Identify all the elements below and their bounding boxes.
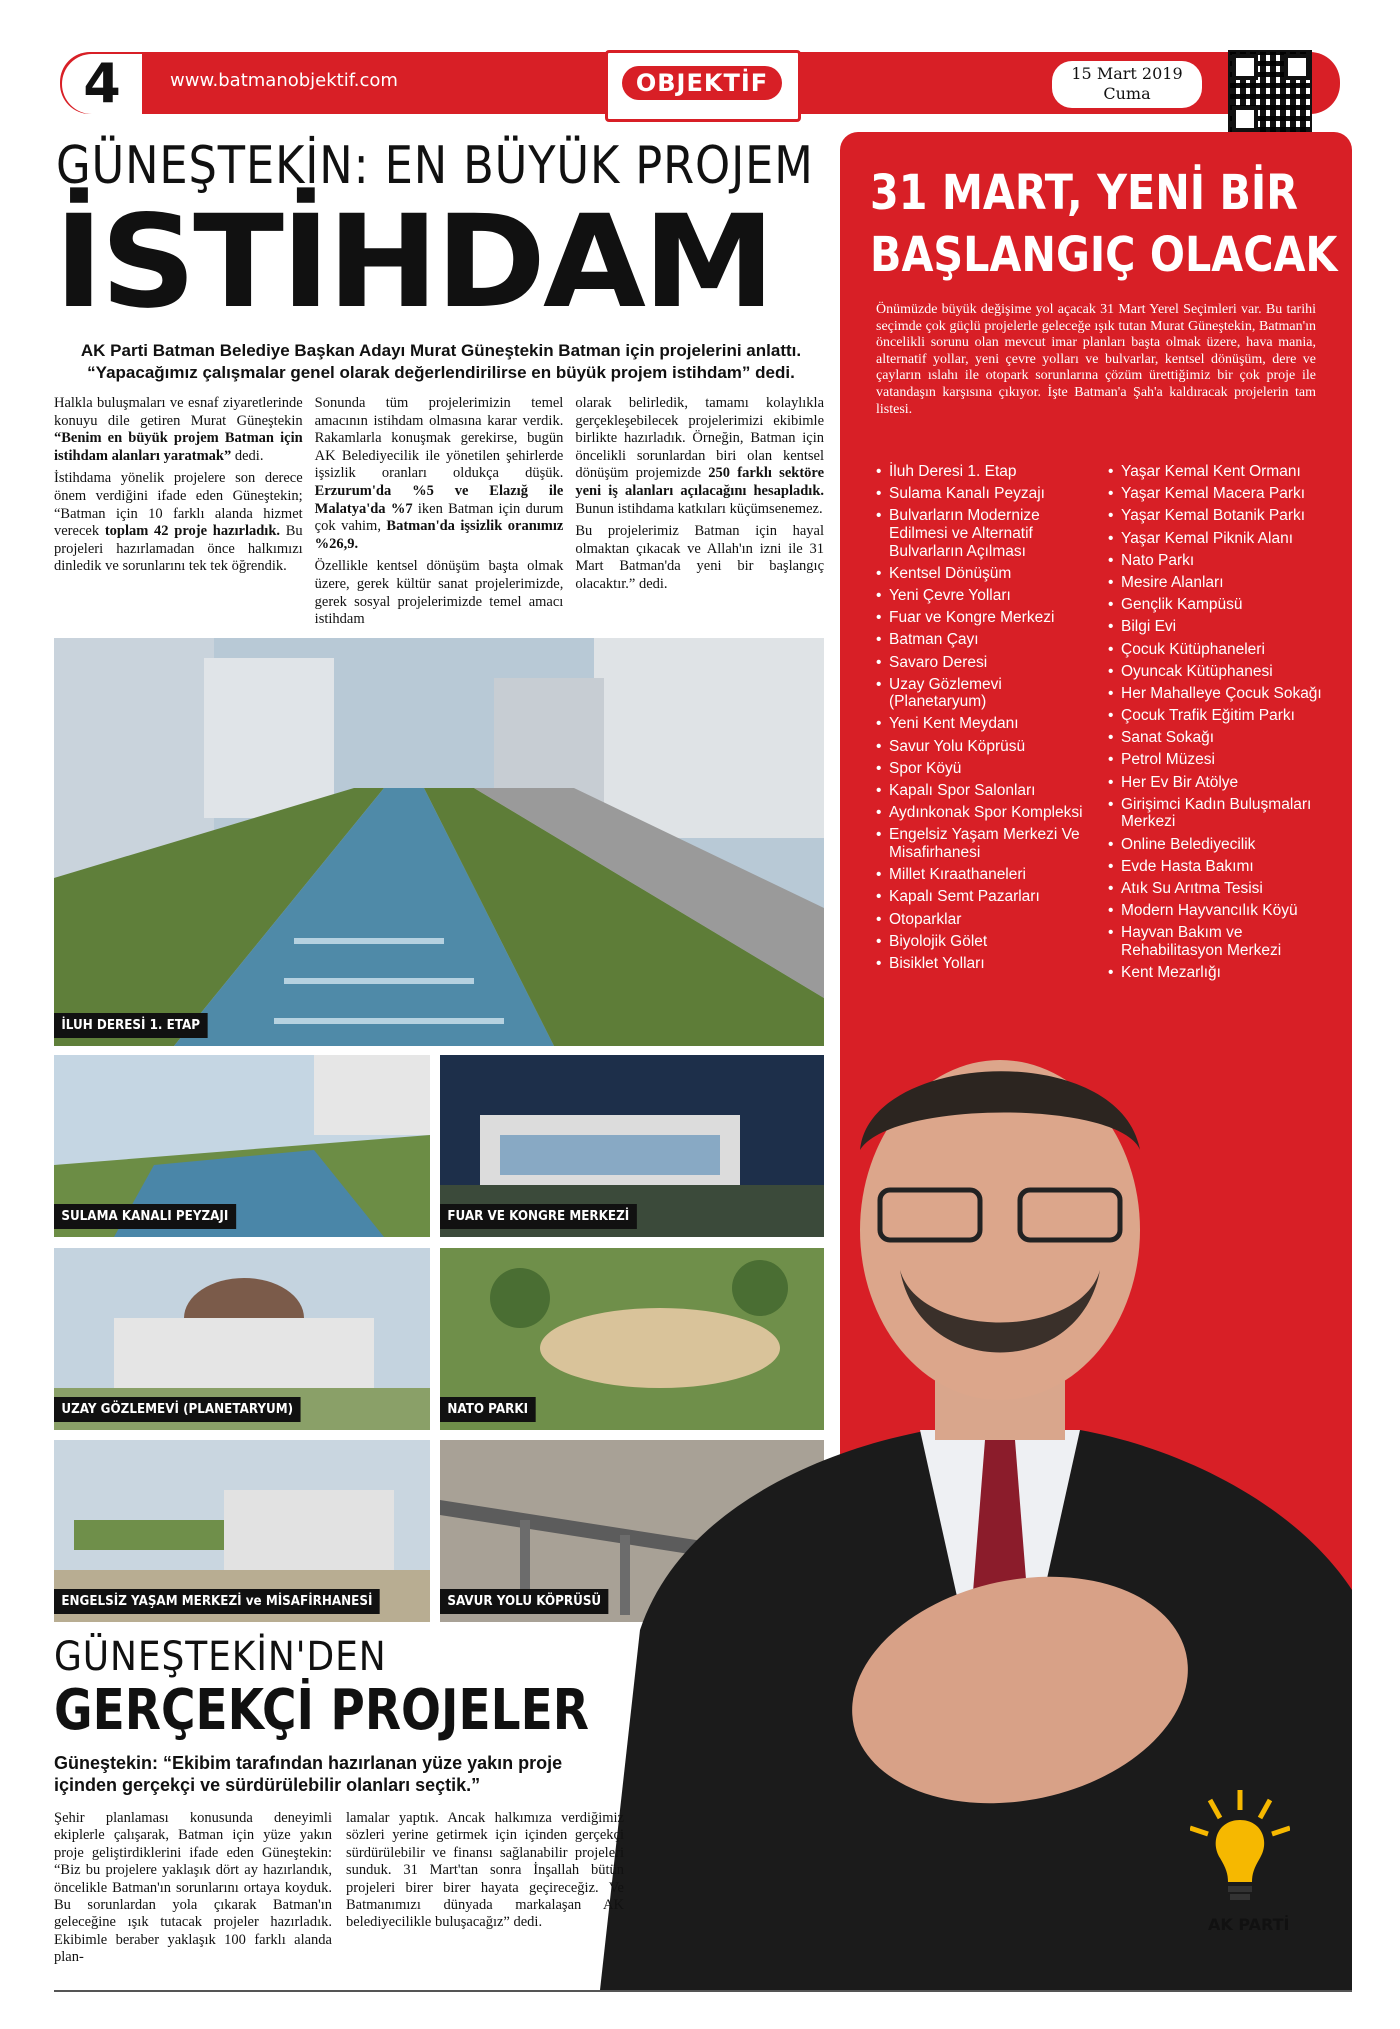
project-list-item: • Yeni Kent Meydanı — [876, 715, 1091, 733]
photo-iluh-deresi — [54, 638, 824, 1046]
bottom-headline: GERÇEKÇİ PROJELER — [54, 1678, 590, 1743]
project-list-item: • Bilgi Evi — [1108, 618, 1338, 636]
page-number: 4 — [62, 54, 142, 114]
project-list-item: • Kent Mezarlığı — [1108, 964, 1338, 982]
website-link[interactable]: www.batmanobjektif.com — [170, 70, 398, 91]
project-list-item: • Kapalı Semt Pazarları — [876, 888, 1091, 906]
project-list-item: • Petrol Müzesi — [1108, 751, 1338, 769]
photo-engelsiz-yasam — [54, 1440, 430, 1622]
photo-caption: SULAMA KANALI PEYZAJI — [54, 1204, 236, 1229]
project-list-item: • Atık Su Arıtma Tesisi — [1108, 880, 1338, 898]
project-list-item: • Çocuk Kütüphaneleri — [1108, 641, 1338, 659]
project-list-left — [876, 463, 1091, 977]
article-column-1: Halkla buluşmaları ve esnaf ziyaretlerinde konuyu dile getiren Murat Güneştekin “Benim en büyük projem Batman için istihdam alanları yaratmak” dedi. İstihdama yönelik projelere son derece önem verdiğini ifade eden Güneştekin; “Batman için 10 farklı alanda hizmet verecek toplam 42 proje hazırladık. Bu projeleri hazırlamadan önce halkımızı dinledik ve sorunlarını tek tek öğrendik. — [54, 395, 303, 575]
photo-sulama-kanali — [54, 1055, 430, 1237]
project-list-item: • Online Belediyecilik — [1108, 836, 1338, 854]
headline-kicker: GÜNEŞTEKİN: EN BÜYÜK PROJEM — [56, 136, 814, 196]
headline-main: İSTİHDAM — [54, 188, 773, 337]
bottom-lead: Güneştekin: “Ekibim tarafından hazırlanan yüze yakın proje içinden gerçekçi ve sürdürülebilir olanları seçtik.” — [54, 1753, 563, 1795]
project-list-item: • Evde Hasta Bakımı — [1108, 858, 1338, 876]
photo-caption: ENGELSİZ YAŞAM MERKEZİ ve MİSAFİRHANESİ — [54, 1589, 380, 1614]
photo-caption: İLUH DERESİ 1. ETAP — [54, 1013, 207, 1038]
article-lead: AK Parti Batman Belediye Başkan Adayı Murat Güneştekin Batman için projelerini anlattı. “Yapacağımız çalışmalar genel olarak değerlendirilirse en büyük projem istihdam” dedi. — [80, 341, 802, 382]
ak-parti-logo-text: AK PARTİ — [1208, 1915, 1290, 1934]
project-list-item: • Kentsel Dönüşüm — [876, 565, 1091, 583]
photo-uzay-gozlemevi — [54, 1248, 430, 1430]
project-list-item: • Mesire Alanları — [1108, 574, 1338, 592]
bottom-body — [54, 1810, 624, 1967]
sidebar-intro: Önümüzde büyük değişime yol açacak 31 Mart Yerel Seçimleri var. Bu tarihi seçimde çok güçlü projelerle geleceğe ışık tutan Murat Güneştekin, Batman'ın öncelikli sorunu olan mevcut imar planları başta olmak üzere, hava mania, alternatif yollar, yeni çevre yolları ve bulvarlar, kentsel dönüşüm, dere ve çayların ıslahı ile otopark sorunlarına çözüm ürettiğimiz bir çok proje ile vatandaşın karşısına çıkıyor. İşte Batman'a Şah'a kaldıracak projelerin tam listesi. — [876, 302, 1316, 417]
newspaper-logo-text: OBJEKTİF — [622, 66, 782, 100]
photo-caption: UZAY GÖZLEMEVİ (PLANETARYUM) — [54, 1397, 301, 1422]
issue-date — [1052, 61, 1202, 108]
project-list-item: • Savaro Deresi — [876, 654, 1091, 672]
project-list-item: • Engelsiz Yaşam Merkezi Ve Misafirhanesi — [876, 826, 1091, 861]
project-list-item: • Yaşar Kemal Kent Ormanı — [1108, 463, 1338, 481]
project-list-item: • Oyuncak Kütüphanesi — [1108, 663, 1338, 681]
project-list-item: • Kapalı Spor Salonları — [876, 782, 1091, 800]
project-list-item: • Yaşar Kemal Botanik Parkı — [1108, 507, 1338, 525]
project-list-item: • Hayvan Bakım ve Rehabilitasyon Merkezi — [1108, 924, 1338, 959]
project-list-item: • Sanat Sokağı — [1108, 729, 1338, 747]
project-list-item: • Spor Köyü — [876, 760, 1091, 778]
project-list-item: • İluh Deresi 1. Etap — [876, 463, 1091, 481]
project-list-item: • Fuar ve Kongre Merkezi — [876, 609, 1091, 627]
date-text: 15 Mart 2019 — [1071, 64, 1183, 83]
project-list-item: • Sulama Kanalı Peyzajı — [876, 485, 1091, 503]
project-list-item: • Otoparklar — [876, 911, 1091, 929]
project-list-item: • Yaşar Kemal Piknik Alanı — [1108, 530, 1338, 548]
project-list-right — [1108, 463, 1338, 986]
bottom-column-1: Şehir planlaması konusunda deneyimli ekiplerle çalışarak, Batman için yüze yakın proje geliştirdiklerini ifade eden Güneştekin: “Biz bu projelere yaklaşık dört ay hazırlandık, öncelikle Batman'ın sorunlarını ortaya koyduk. Bu sorunlardan yola çıkarak Batman'ın geleceğine ışık tutacak projeler hazırladık. Ekibimle beraber yaklaşık 100 farklı alanda plan- — [54, 1810, 332, 1966]
project-list-item: • Biyolojik Gölet — [876, 933, 1091, 951]
project-list-item: • Aydınkonak Spor Kompleksi — [876, 804, 1091, 822]
project-list-item: • Savur Yolu Köprüsü — [876, 738, 1091, 756]
qr-code-icon — [1228, 50, 1312, 134]
project-list-item: • Çocuk Trafik Eğitim Parkı — [1108, 707, 1338, 725]
project-list-item: • Gençlik Kampüsü — [1108, 596, 1338, 614]
ak-parti-logo-icon — [1190, 1790, 1290, 1910]
project-list-item: • Uzay Gözlemevi (Planetaryum) — [876, 676, 1091, 711]
photo-caption: FUAR VE KONGRE MERKEZİ — [440, 1204, 637, 1229]
project-list-item: • Nato Parkı — [1108, 552, 1338, 570]
project-list-item: • Bulvarların Modernize Edilmesi ve Alternatif Bulvarların Açılması — [876, 507, 1091, 560]
article-column-3: olarak belirledik, tamamı kolaylıkla gerçekleşebilecek projelerimizi ekibimle birlikte hazırladık. Örneğin, Batman için öncelikli sorunlardan biri olan kentsel dönüşüm projemizde 250 farklı sektöre yeni iş alanları açılacağını hesapladık. Bunun istihdama katkıları küçümsenemez. Bu projelerimiz Batman için hayal olmaktan çıkacak ve Allah'ın izni ile 31 Mart Batman'da yeni bir başlangıç olacaktır.” dedi. — [575, 395, 825, 592]
project-list-item: • Her Ev Bir Atölye — [1108, 774, 1338, 792]
article-column-2: Sonunda tüm projelerimizin temel amacının istihdam olmasına karar verdik. Rakamlarla konuşmak gerekirse, bugün AK Belediyecilik ile yönetilen şehirlerde işsizlik oranları oldukça düşük. Erzurum'da %5 ve Elazığ ile Malatya'da %7 iken Batman için durum çok vahim, Batman'da işsizlik oranımız %26,9. Özellikle kentsel dönüşüm başta olmak üzere, gerek kültür sanat projelerimizde, gerek sosyal projelerimizde temel amacı istihdam — [314, 395, 564, 628]
project-list-item: • Her Mahalleye Çocuk Sokağı — [1108, 685, 1338, 703]
sidebar-title: 31 MART, YENİ BİR BAŞLANGIÇ OLACAK — [870, 165, 1338, 283]
project-list-item: • Girişimci Kadın Buluşmaları Merkezi — [1108, 796, 1338, 831]
project-list-item: • Yaşar Kemal Macera Parkı — [1108, 485, 1338, 503]
project-list-item: • Millet Kıraathaneleri — [876, 866, 1091, 884]
bottom-column-2: lamalar yaptık. Ancak halkımıza verdiğimiz sözleri yerine getirmek için içinden gerçekçi sürdürülebilir ve finansı sağlanabilir projeleri sunduk. 31 Mart'tan sonra İnşallah bütün projeleri birer birer hayata geçireceğiz. Ve Batmanımızı dünyada markalaşan AK belediyecilikle buluşacağız” dedi. — [346, 1810, 624, 1931]
photo-caption: NATO PARKI — [440, 1397, 535, 1422]
footer-rule — [54, 1990, 1352, 1992]
project-list-item: • Bisiklet Yolları — [876, 955, 1091, 973]
project-list-item: • Batman Çayı — [876, 631, 1091, 649]
article-body — [54, 395, 824, 634]
project-list-item: • Yeni Çevre Yolları — [876, 587, 1091, 605]
bottom-kicker: GÜNEŞTEKİN'DEN — [54, 1634, 387, 1680]
project-list-item: • Modern Hayvancılık Köyü — [1108, 902, 1338, 920]
weekday-text: Cuma — [1103, 84, 1151, 103]
photo-caption: SAVUR YOLU KÖPRÜSÜ — [440, 1589, 609, 1614]
